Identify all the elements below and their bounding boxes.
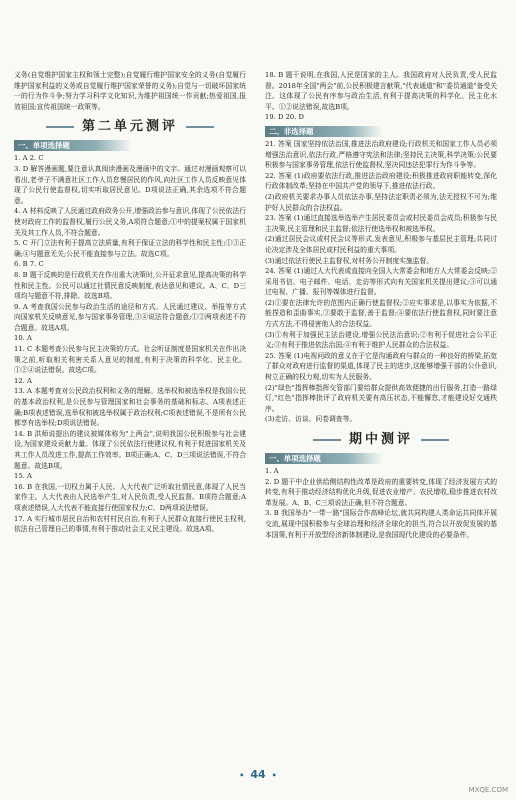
right-column	[265, 70, 497, 540]
section-header-midterm-choice: 一、单项选择题	[265, 453, 383, 464]
watermark-logo: MXQE.COM	[468, 786, 508, 794]
answer-item: 18. B 题干说明,在我国,人民是国家的主人。我国政府对人民负责,受人民监督。2018年全国"两会"前,公民积极建言献策,"代表通道"和"委员通道"备受关注。这体现了公民有序参与政治生活,有利于提高决策的科学化、民主化水平。①②说法错误,故选B项。	[265, 71, 497, 111]
answer-item: (3)通过依法行使民主监督权,对村务公开制度实施监督。	[265, 256, 434, 265]
answer-item: 12. A	[14, 376, 32, 385]
answer-item: 8. B 题干反映的是行政机关在作出重大决策时,公开征求意见,提高决策的科学性和民主性。公民可以通过社情民意反映制度,表达意见和建议。A、C、D三项均与题意不符,排除。故选B项。	[14, 270, 246, 301]
unit-title: 第二单元测评	[14, 119, 246, 135]
answer-item: (2)"绿色"指挥棒指挥交管部门要给群众提供高效便捷的出行服务,打造一路绿灯,"红色"指挥棒批评了政府机关要有高压状态,不能懈怠,才能建设好交通秩序。	[265, 383, 497, 413]
answer-item: 1. A	[265, 467, 279, 475]
section-header-single-choice: 一、单项选择题	[14, 140, 132, 151]
answer-item: 13. A 本题考查对公民政治权利和义务的理解。选举权和被选举权是我国公民的基本政治权利,是公民参与管理国家和社会事务的基础和标志。A项表述正确;B项表述错误,选举权和被选举权属于政治权利;C项表述错误,不是所有公民都享有选举权;D项说法错误。	[14, 387, 246, 428]
answer-item: 21. 答案 国家坚持依法治国,推进法治政府建设;行政机关和国家工作人员必须增强法治意识,依法行政,严格遵守宪法和法律;坚持民主决策,科学决策;公民要积极参与国家事务管理,依法行使监督权,坚决同违法犯罪行为作斗争等。	[265, 139, 497, 170]
answer-item: (2)通过居民会议或村民会议等形式,发表意见,积极参与基层民主管理;共同讨论决定涉及全体居民或村民利益的重大事项。	[265, 235, 497, 254]
answer-item: 24. 答案 (1)通过人大代表或直接向全国人大常委会和地方人大常委会反映;②采用书信、电子邮件、电话、走访等形式向有关国家机关提出建议;③可以通过电视、广播、报刊等媒体进行监督。	[265, 267, 497, 297]
answer-item: 5. C 开门立法有利于提高立法质量,有利于保证立法的科学性和民主性;①③正确;④与题意无关;公民不能直接参与立法。故选C项。	[14, 239, 246, 258]
right-answer-list	[265, 139, 497, 425]
section-header-non-choice: 二、非选择题	[265, 126, 383, 137]
midterm-answer-list	[265, 466, 497, 540]
intro-paragraph: 义务(自觉维护国家主权和领土完整);自觉履行维护国家安全的义务(自觉履行维护国家利益的义务或自觉履行维护国家荣誉的义务);自觉与一切破坏国家统一的行为作斗争;努力学习科学文化知识,为维护祖国统一作贡献;热爱祖国,报效祖国;宣传祖国统一政策等。	[14, 71, 246, 111]
answer-item: 2. D 题干中企业供给侧结构性改革是政府的重要转变,体现了经济发展方式的转变,有利于推动经济结构优化升级,促进农业增产、农民增收,稳步推进农村改革发展。A、B、C三项说法正确,但不符合题意。	[265, 477, 497, 507]
answer-item: 11. C 本题考查公民参与民主决策的方式。社会听证制度是国家机关在作出决策之前,听取相关利害关系人意见的制度,有利于决策的科学化、民主化。①②④说法错误。故选C项。	[14, 345, 246, 375]
answer-item: 25. 答案 (1)电视问政的意义在于它是沟通政府与群众的一种良好的桥梁,拓宽了群众对政府进行监督的渠道,体现了民主的进步,这能够增强干部的公仆意识,树立正确的权力观,切实为人民服务。	[265, 351, 497, 382]
midterm-title: 期中测评	[265, 432, 497, 448]
answer-item: 3. B 我国举办"一带一路"国际合作高峰论坛,就共同构建人类命运共同体开展交流,展现中国积极参与全球治理和经济全球化的担当,符合以开放促发展的基本国策,有利于开放型经济新体制建设,是我国现代化建设的必要条件。	[265, 509, 497, 539]
answer-item: 23. 答案 (1)通过直接选举选举产生居民委员会或村民委员会成员;积极参与民主决策,民主管理和民主监督;依法行使选举权和被选举权。	[265, 214, 497, 233]
answer-item: 17. A 实行城市居民自治和农村村民自治,有利于人民群众直接行使民主权利,依法自己管理自己的事情,有利于推动社会主义民主建设。故选A项。	[14, 514, 246, 534]
answer-item: 6. B 7. C	[14, 260, 44, 269]
answer-item: 3. D 解答漫画题,要注意认真阅读漫画及漫画中的文字。通过对漫画观察可以看出,老爷子不满意社区工作人员怠慢居民的作风,向社区工作人员反映意见体现了公民行使监督权,切实听取居民意见。D项说法正确,其余选项不符合题意。	[14, 164, 246, 205]
answer-item: 9. A 考查我国公民参与政治生活的途径和方式。人民通过建议、举报等方式向国家机关反映意见,参与国家事务管理,③④说法符合题意;①②两项表述不符合题意。故选A项。	[14, 302, 246, 332]
answer-item: 14. B 洪师说提出的建议被媒体称为"上两会",说明我国公民积极参与社会建设,为国家建设贡献力量。体现了公民依法行使建议权,有利于促进国家机关及其工作人员改进工作,提高工作效率。B项正确;A、C、D三项说法错误,不符合题意。故选B项。	[14, 429, 246, 470]
left-answer-list	[14, 153, 246, 534]
answer-item: 10. A	[14, 334, 32, 343]
answer-item: 22. 答案 (1)政府要依法行政,推进法治政府建设;积极推进政府职能转变,深化行政体制改革;坚持在中国共产党的领导下,推进依法行政。	[265, 171, 497, 191]
answer-item: (3)①有利于加强民主法治建设,增强公民法治意识;②有利于促进社会公平正义;③有利于推进依法治国;④有利于维护人民群众的合法权益。	[265, 330, 497, 350]
right-answer-list-top	[265, 70, 497, 123]
answer-item: (2)①要在法律允许的范围内正确行使监督权;②应实事求是,以事实为依据,不能捏造和歪曲事实,③要敢于监督,善于监督;④要依法行使监督权,同时要注意方式方法,不得侵害他人的合法权益。	[265, 298, 497, 329]
left-column	[14, 70, 246, 535]
answer-item: (3)走访、访谈、问卷调查等。	[265, 415, 357, 424]
answer-item: 1. A 2. C	[14, 154, 44, 163]
page-number: • 44 •	[0, 768, 516, 781]
answer-item: 4. A 材料反映了人民通过政府政务公开,增强政治参与意识,体现了公民依法行使对政府工作的监督权,履行公民义务,A项符合题意;①中的提案权属于国家机关及其工作人员,不符合题意。	[14, 207, 246, 237]
answer-item: 15. A	[14, 472, 32, 481]
answer-item: (2)政府机关要求办事人员依法办事,坚持法定职责必须为,法无授权不可为;维护好人民群众的合法权益。	[265, 192, 497, 212]
answer-item: 16. B 在我国,一切权力属于人民。人大代表广泛听取社情民意,体现了人民当家作主。人大代表由人民选举产生,对人民负责,受人民监督。B项符合题意;A项表述错误,人大代表不能直接行使国家权力;C、D两项说法错误。	[14, 482, 246, 512]
answer-item: 19. D 20. D	[265, 113, 304, 122]
